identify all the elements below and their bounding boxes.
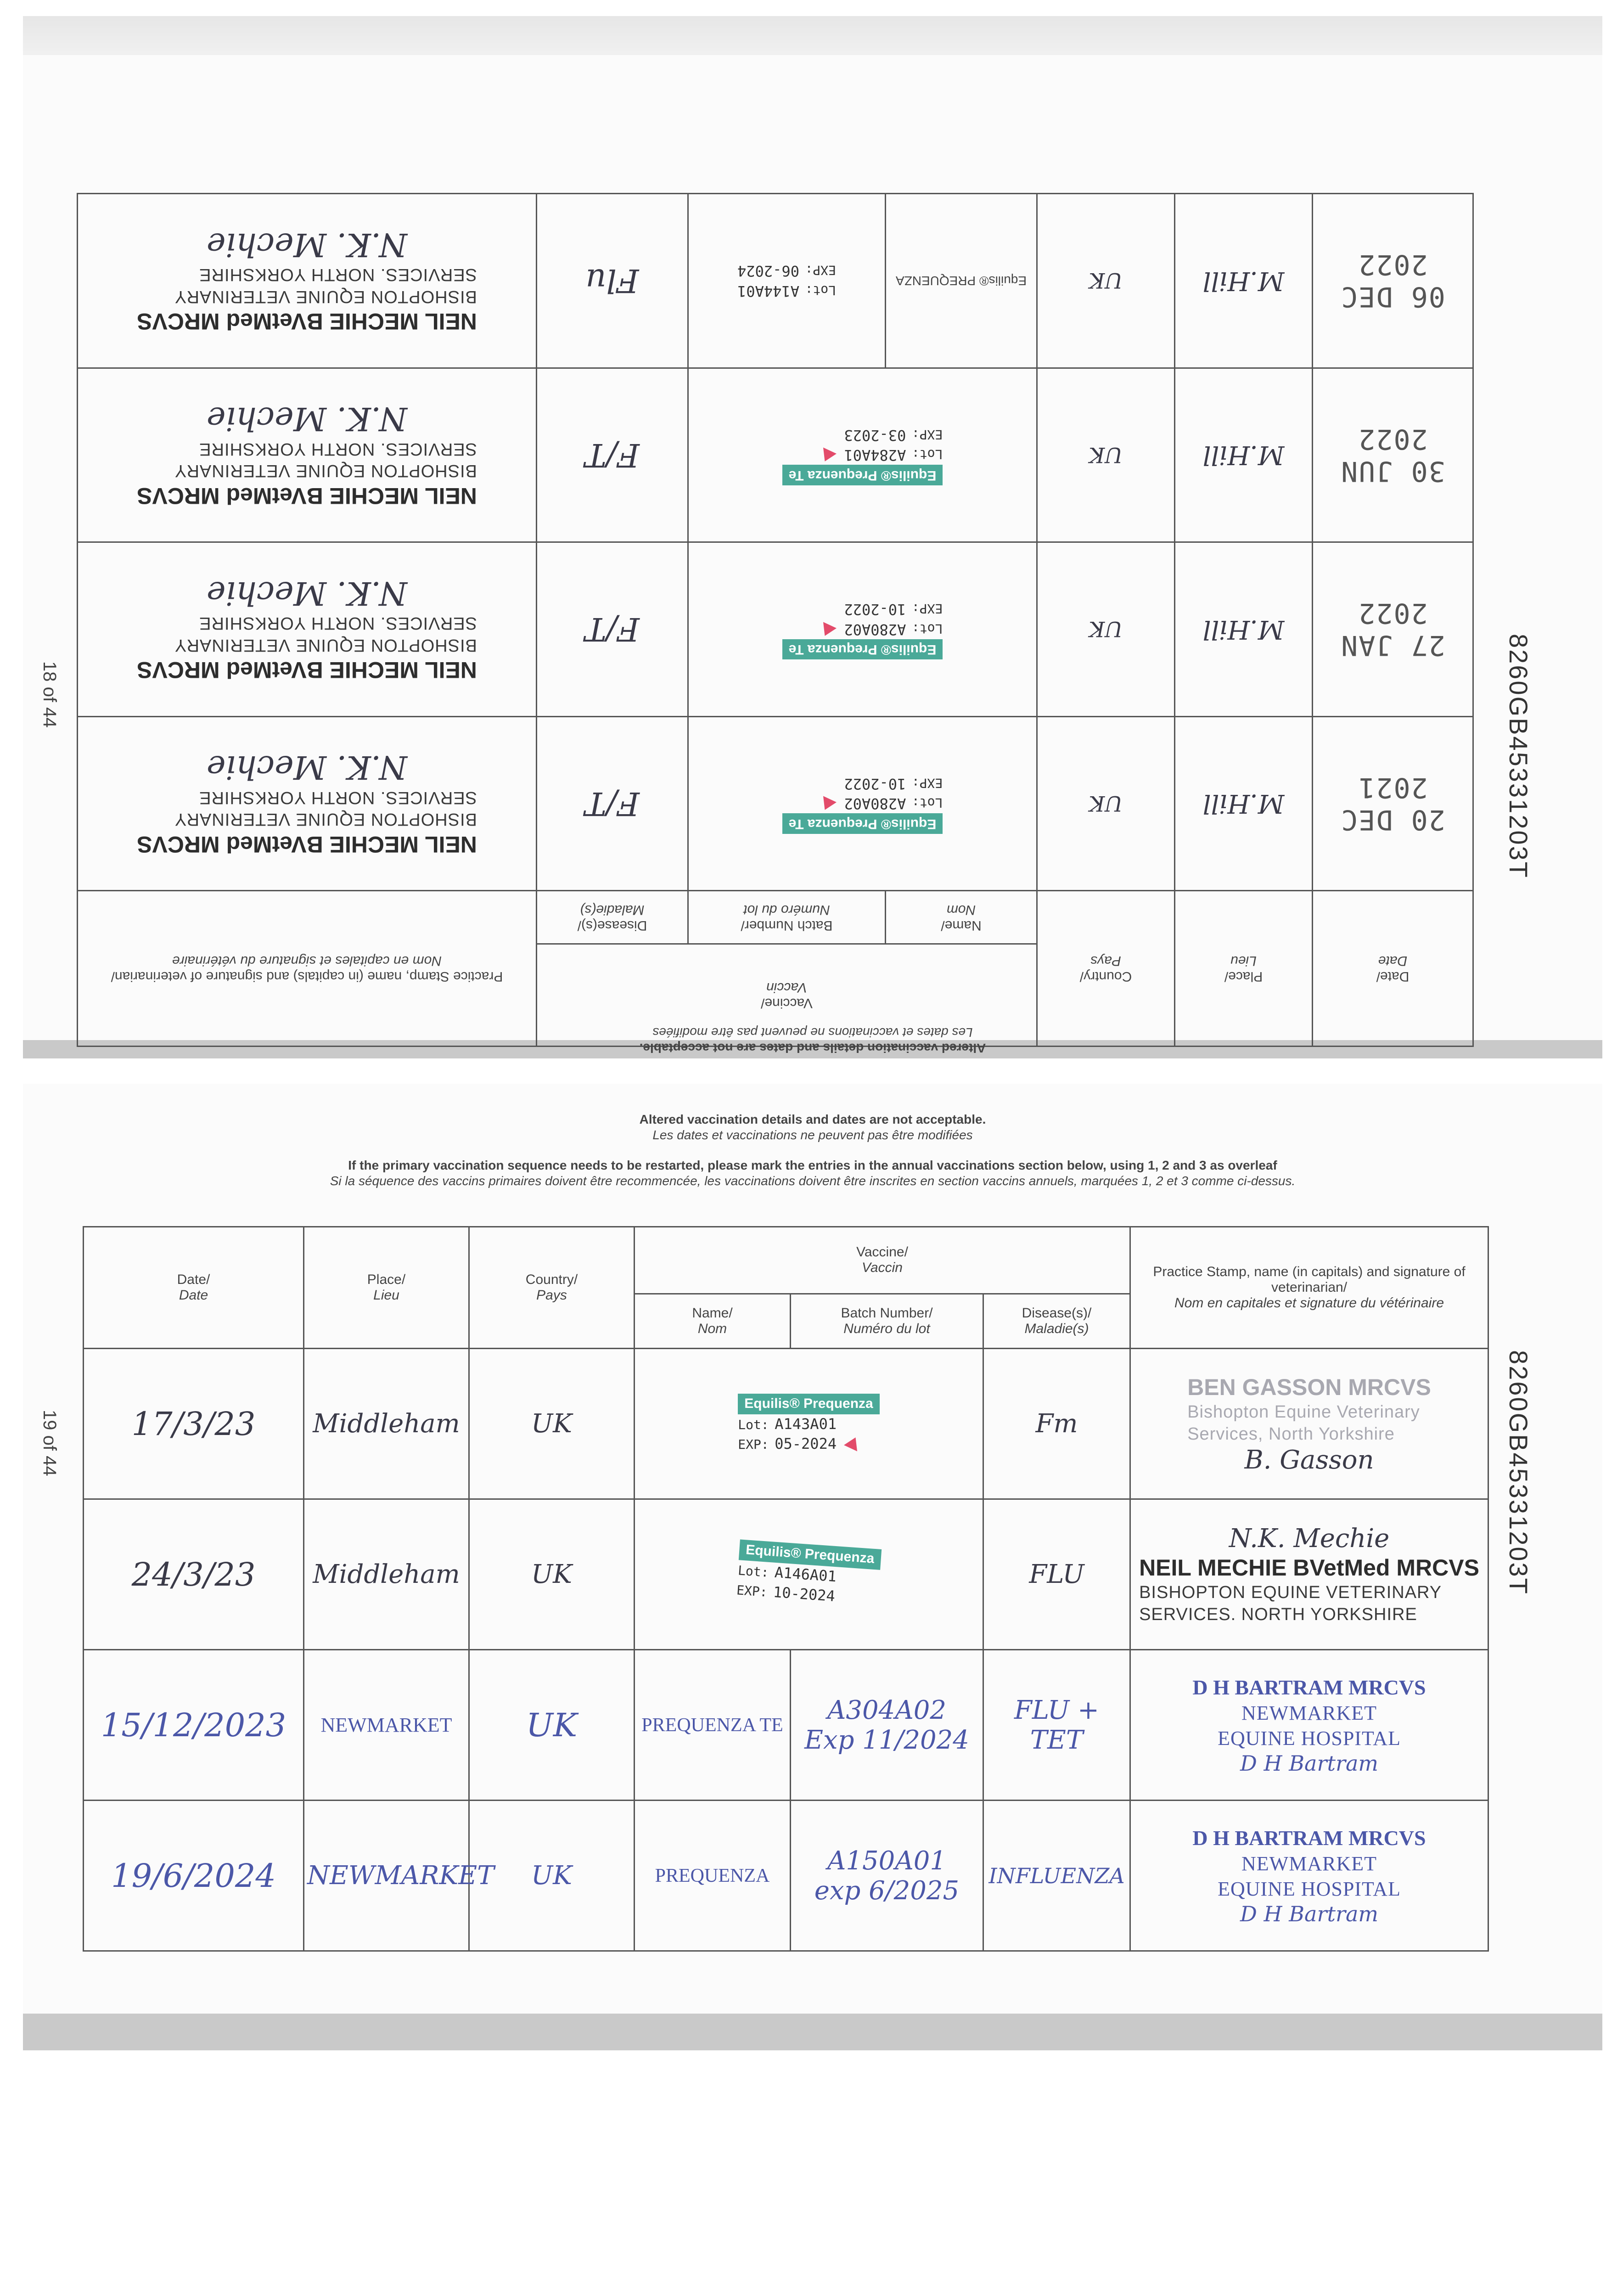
place-cell: Middleham xyxy=(304,1349,469,1499)
date-cell: 17/3/23 xyxy=(84,1349,304,1499)
header-place: Place/ Lieu xyxy=(1175,891,1313,1047)
microchip-number-top: 8260GB45331203T xyxy=(1504,634,1533,879)
vet-signature: N.K. Mechie xyxy=(1229,1523,1390,1553)
practice-cell xyxy=(77,542,536,716)
restart-note: If the primary vaccination sequence needs to be restarted, please mark the entries in the annual vaccinations section below, using 1, 2 and 3 as overleaf xyxy=(348,1158,1277,1172)
vaccine-label: Equilis® Prequenza Lot: A143A01 EXP: 05-2024 xyxy=(635,1349,983,1499)
vet-signature: N.K. Mechie xyxy=(206,574,407,612)
country-cell: UK xyxy=(469,1801,635,1951)
vet-stamp: NEIL MECHIE BVetMed MRCVS BISHOPTON EQUINE VETERINARY SERVICES. NORTH YORKSHIRE xyxy=(1139,1554,1479,1624)
disease-cell: F/T xyxy=(536,542,688,716)
header-vaccine: Vaccine/ Vaccin xyxy=(536,944,1037,1047)
disease-cell: F/T xyxy=(536,716,688,890)
page18-table-rotated xyxy=(78,193,1474,1047)
altered-note-fr: Les dates et vaccinations ne peuvent pas être modifiées xyxy=(652,1025,973,1040)
vaccine-label: Equilis® Prequenza Lot: A146A01 EXP: 10-2024 xyxy=(635,1499,983,1650)
disease-cell: F/T xyxy=(536,368,688,542)
vet-stamp: D H BARTRAM MRCVS NEWMARKET EQUINE HOSPITAL xyxy=(1192,1826,1426,1901)
header-name: Name/ Nom xyxy=(635,1294,791,1349)
country-cell: UK xyxy=(469,1650,635,1801)
page-edge-bottom xyxy=(23,2014,1602,2050)
table-row xyxy=(84,1499,1488,1650)
place-cell: NEWMARKET xyxy=(304,1650,469,1801)
vet-signature: N.K. Mechie xyxy=(206,400,407,438)
vet-stamp: NEIL MECHIE BVetMed MRCVS BISHOPTON EQUINE VETERINARY SERVICES. NORTH YORKSHIRE xyxy=(137,265,477,335)
vaccine-name-cell: PREQUENZA xyxy=(635,1801,791,1951)
date-cell: 06 DEC 2022 xyxy=(1313,194,1473,368)
page19-notes xyxy=(23,1111,1602,1189)
disease-cell: INFLUENZA xyxy=(983,1801,1130,1951)
table-row xyxy=(77,542,1473,716)
disease-cell: FLU + TET xyxy=(983,1650,1130,1801)
tick-mark xyxy=(818,796,837,813)
table-row xyxy=(77,716,1473,890)
header-disease: Disease(s)/ Maladie(s) xyxy=(536,891,688,944)
tick-mark xyxy=(818,622,837,639)
header-country: Country/ Pays xyxy=(469,1227,635,1349)
vet-signature: N.K. Mechie xyxy=(206,748,407,787)
country-cell: UK xyxy=(469,1499,635,1650)
disease-cell: Flu xyxy=(536,194,688,368)
table-row xyxy=(77,368,1473,542)
country-cell: UK xyxy=(1037,194,1175,368)
place-cell: M.Hill xyxy=(1175,194,1313,368)
practice-cell xyxy=(77,368,536,542)
tick-mark xyxy=(818,448,837,465)
altered-note-fr: Les dates et vaccinations ne peuvent pas être modifiées xyxy=(652,1128,973,1142)
place-cell: M.Hill xyxy=(1175,542,1313,716)
place-cell: Middleham xyxy=(304,1499,469,1650)
vet-signature: D H Bartram xyxy=(1240,1902,1378,1927)
microchip-number-bottom: 8260GB45331203T xyxy=(1504,1350,1533,1595)
country-cell: UK xyxy=(469,1349,635,1499)
practice-cell xyxy=(1130,1801,1488,1951)
vet-signature: N.K. Mechie xyxy=(206,225,407,264)
table-row xyxy=(84,1349,1488,1499)
country-cell: UK xyxy=(1037,368,1175,542)
header-practice: Practice Stamp, name (in capitals) and signature of veterinarian/ Nom en capitales et signature du vétérinaire xyxy=(1130,1227,1488,1349)
table-row xyxy=(84,1650,1488,1801)
restart-note-fr: Si la séquence des vaccins primaires doivent être recommencée, les vaccinations doivent être inscrites en section vaccins annuels, marquées 1, 2 et 3 comme ci-dessus. xyxy=(330,1174,1296,1188)
batch-cell: A150A01 exp 6/2025 xyxy=(791,1801,983,1951)
altered-note: Altered vaccination details and dates are not acceptable. xyxy=(639,1112,986,1126)
vet-stamp: NEIL MECHIE BVetMed MRCVS BISHOPTON EQUINE VETERINARY SERVICES. NORTH YORKSHIRE xyxy=(137,613,477,683)
practice-cell xyxy=(77,716,536,890)
header-vaccine: Vaccine/ Vaccin xyxy=(635,1227,1130,1294)
vaccination-table-page19 xyxy=(83,1226,1489,1952)
practice-cell xyxy=(77,194,536,368)
vaccine-label: Equilis® Prequenza Te Lot:A284A01 EXP:03-2023 xyxy=(688,368,1037,542)
vet-stamp: D H BARTRAM MRCVS NEWMARKET EQUINE HOSPITAL xyxy=(1192,1675,1426,1750)
tick-mark xyxy=(844,1435,862,1452)
vet-signature: B. Gasson xyxy=(1244,1445,1374,1475)
date-cell: 20 DEC 2021 xyxy=(1313,716,1473,890)
vet-stamp: NEIL MECHIE BVetMed MRCVS BISHOPTON EQUINE VETERINARY SERVICES. NORTH YORKSHIRE xyxy=(137,439,477,509)
vaccine-name-cell: PREQUENZA TE xyxy=(635,1650,791,1801)
practice-cell xyxy=(1130,1349,1488,1499)
header-batch: Batch Number/ Numéro du lot xyxy=(791,1294,983,1349)
header-batch: Batch Number/ Numéro du lot xyxy=(688,891,886,944)
header-disease: Disease(s)/ Maladie(s) xyxy=(983,1294,1130,1349)
vaccination-table-page18 xyxy=(77,193,1474,1047)
country-cell: UK xyxy=(1037,716,1175,890)
page18-footer-notes xyxy=(23,1024,1602,1056)
header-name: Name/ Nom xyxy=(886,891,1037,944)
date-cell: 30 JUN 2022 xyxy=(1313,368,1473,542)
date-cell: 19/6/2024 xyxy=(84,1801,304,1951)
page-number-19: 19 of 44 xyxy=(39,1410,60,1476)
table-row xyxy=(84,1801,1488,1951)
place-cell: NEWMARKET xyxy=(304,1801,469,1951)
vaccine-name-cell: Equilis® PREQUENZA xyxy=(886,194,1037,368)
header-country: Country/ Pays xyxy=(1037,891,1175,1047)
date-cell: 15/12/2023 xyxy=(84,1650,304,1801)
date-cell: 27 JAN 2022 xyxy=(1313,542,1473,716)
header-practice: Practice Stamp, name (in capitals) and signature of veterinarian/ Nom en capitales et signature du vétérinaire xyxy=(77,891,536,1047)
vet-signature: D H Bartram xyxy=(1240,1751,1378,1776)
vet-stamp-faint: BEN GASSON MRCVS Bishopton Equine Veterinary Services, North Yorkshire xyxy=(1187,1374,1431,1444)
disease-cell: FLU xyxy=(983,1499,1130,1650)
header-date: Date/ Date xyxy=(1313,891,1473,1047)
batch-cell: Lot:A144A01 EXP:06-2024 xyxy=(688,194,886,368)
practice-cell xyxy=(1130,1650,1488,1801)
place-cell: M.Hill xyxy=(1175,716,1313,890)
header-row xyxy=(84,1227,1488,1294)
vaccine-label: Equilis® Prequenza Te Lot:A280A02 EXP:10-2022 xyxy=(688,542,1037,716)
disease-cell: Fm xyxy=(983,1349,1130,1499)
practice-cell xyxy=(1130,1499,1488,1650)
vet-stamp: NEIL MECHIE BVetMed MRCVS BISHOPTON EQUINE VETERINARY SERVICES. NORTH YORKSHIRE xyxy=(137,788,477,857)
batch-cell: A304A02 Exp 11/2024 xyxy=(791,1650,983,1801)
header-place: Place/ Lieu xyxy=(304,1227,469,1349)
vaccine-label: Equilis® Prequenza Te Lot:A280A02 EXP:10-2022 xyxy=(688,716,1037,890)
page-number-18: 18 of 44 xyxy=(39,661,60,728)
header-date: Date/ Date xyxy=(84,1227,304,1349)
place-cell: M.Hill xyxy=(1175,368,1313,542)
date-cell: 24/3/23 xyxy=(84,1499,304,1650)
altered-note: Altered vaccination details and dates are not acceptable. xyxy=(639,1041,986,1055)
table-row xyxy=(77,194,1473,368)
country-cell: UK xyxy=(1037,542,1175,716)
